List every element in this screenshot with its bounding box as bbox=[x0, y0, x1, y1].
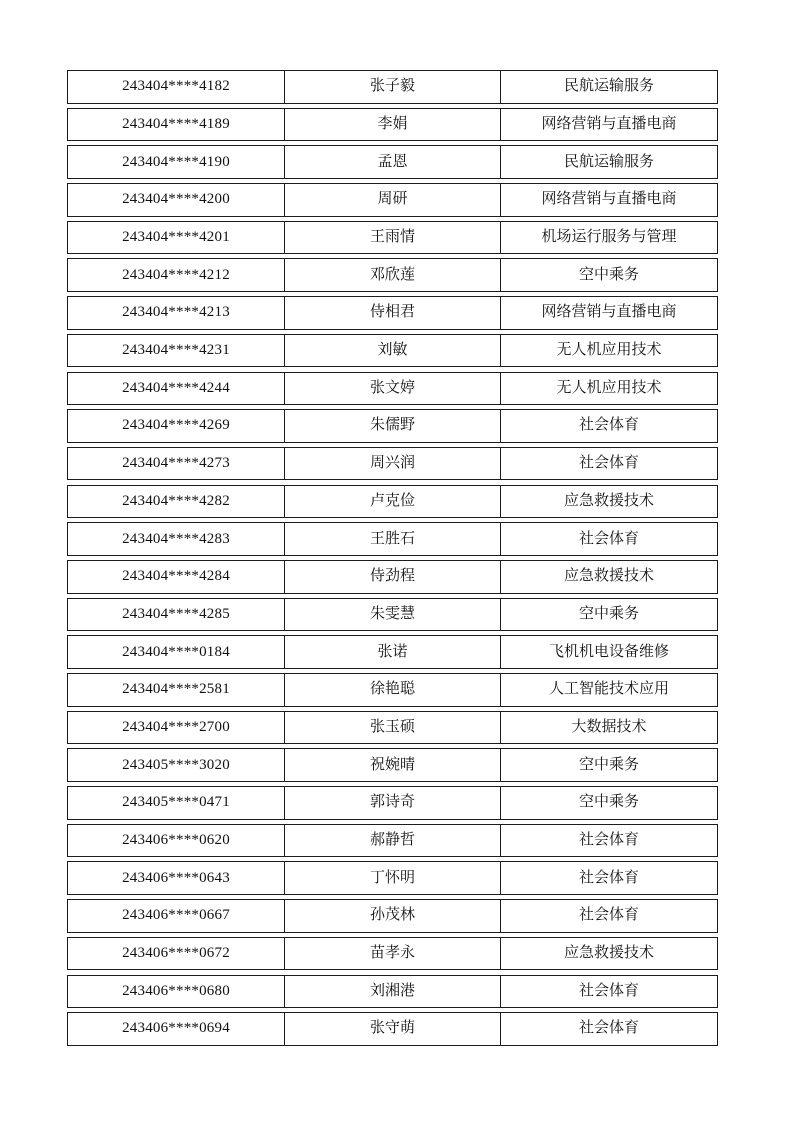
table-row bbox=[67, 70, 718, 104]
candidate-id-cell: 243406****0694 bbox=[68, 1013, 285, 1045]
student-name-cell: 刘敏 bbox=[285, 335, 501, 367]
candidate-id-cell: 243404****4231 bbox=[68, 335, 285, 367]
major-cell: 社会体育 bbox=[578, 455, 639, 472]
candidate-id-cell: 243404****4189 bbox=[68, 109, 285, 141]
major-cell: 飞机机电设备维修 bbox=[548, 643, 669, 660]
student-name-cell: 周研 bbox=[285, 184, 501, 216]
table-row bbox=[67, 937, 718, 971]
table-row bbox=[67, 598, 718, 632]
student-name-cell: 朱儒野 bbox=[285, 410, 501, 442]
major-cell: 社会体育 bbox=[578, 982, 639, 999]
major-cell: 无人机应用技术 bbox=[556, 379, 662, 396]
table-row bbox=[67, 447, 718, 481]
major-cell: 空中乘务 bbox=[578, 756, 639, 773]
table-row bbox=[67, 372, 718, 406]
table-row bbox=[67, 635, 718, 669]
candidate-id-cell: 243406****0672 bbox=[68, 938, 285, 970]
candidate-id-cell: 243404****4283 bbox=[68, 523, 285, 555]
student-name-cell: 王雨情 bbox=[285, 222, 501, 254]
major-cell: 社会体育 bbox=[578, 907, 639, 924]
table-row bbox=[67, 786, 718, 820]
candidate-id-cell: 243404****4273 bbox=[68, 448, 285, 480]
major-cell: 无人机应用技术 bbox=[556, 342, 662, 359]
student-name-cell: 张守萌 bbox=[285, 1013, 501, 1045]
candidate-id-cell: 243404****4285 bbox=[68, 599, 285, 631]
major-cell: 民航运输服务 bbox=[563, 78, 654, 95]
student-name-cell: 郭诗奇 bbox=[285, 787, 501, 819]
table-row bbox=[67, 485, 718, 519]
candidate-id-cell: 243405****0471 bbox=[68, 787, 285, 819]
table-row bbox=[67, 183, 718, 217]
student-name-cell: 邓欣莲 bbox=[285, 259, 501, 291]
table-row bbox=[67, 221, 718, 255]
major-cell: 空中乘务 bbox=[578, 266, 639, 283]
candidate-id-cell: 243404****4201 bbox=[68, 222, 285, 254]
major-cell: 应急救援技术 bbox=[563, 492, 654, 509]
student-name-cell: 张玉硕 bbox=[285, 712, 501, 744]
student-name-cell: 王胜石 bbox=[285, 523, 501, 555]
major-cell: 网络营销与直播电商 bbox=[541, 304, 677, 321]
major-cell: 社会体育 bbox=[578, 1020, 639, 1037]
table-row bbox=[67, 560, 718, 594]
candidate-id-cell: 243404****4244 bbox=[68, 373, 285, 405]
student-name-cell: 张子毅 bbox=[285, 71, 501, 103]
major-cell: 民航运输服务 bbox=[563, 153, 654, 170]
candidate-id-cell: 243404****4200 bbox=[68, 184, 285, 216]
candidate-id-cell: 243406****0643 bbox=[68, 862, 285, 894]
student-name-cell: 朱雯慧 bbox=[285, 599, 501, 631]
student-name-cell: 张诺 bbox=[285, 636, 501, 668]
student-name-cell: 刘湘港 bbox=[285, 976, 501, 1008]
admission-table bbox=[67, 70, 718, 1046]
table-row bbox=[67, 673, 718, 707]
student-name-cell: 徐艳聪 bbox=[285, 674, 501, 706]
major-cell: 网络营销与直播电商 bbox=[541, 191, 677, 208]
candidate-id-cell: 243404****0184 bbox=[68, 636, 285, 668]
student-name-cell: 郝静哲 bbox=[285, 825, 501, 857]
candidate-id-cell: 243404****4190 bbox=[68, 146, 285, 178]
table-row bbox=[67, 824, 718, 858]
major-cell: 空中乘务 bbox=[578, 794, 639, 811]
candidate-id-cell: 243406****0667 bbox=[68, 900, 285, 932]
major-cell: 机场运行服务与管理 bbox=[541, 229, 677, 246]
candidate-id-cell: 243404****4212 bbox=[68, 259, 285, 291]
table-row bbox=[67, 899, 718, 933]
table-row bbox=[67, 522, 718, 556]
candidate-id-cell: 243406****0680 bbox=[68, 976, 285, 1008]
candidate-id-cell: 243404****4284 bbox=[68, 561, 285, 593]
table-row bbox=[67, 334, 718, 368]
candidate-id-cell: 243404****4282 bbox=[68, 486, 285, 518]
table-row bbox=[67, 409, 718, 443]
student-name-cell: 祝婉晴 bbox=[285, 749, 501, 781]
candidate-id-cell: 243404****2700 bbox=[68, 712, 285, 744]
candidate-id-cell: 243404****2581 bbox=[68, 674, 285, 706]
student-name-cell: 张文婷 bbox=[285, 373, 501, 405]
table-row bbox=[67, 258, 718, 292]
student-name-cell: 孟恩 bbox=[285, 146, 501, 178]
student-name-cell: 李娟 bbox=[285, 109, 501, 141]
student-name-cell: 孙茂林 bbox=[285, 900, 501, 932]
candidate-id-cell: 243405****3020 bbox=[68, 749, 285, 781]
student-name-cell: 丁怀明 bbox=[285, 862, 501, 894]
major-cell: 应急救援技术 bbox=[563, 568, 654, 585]
table-row bbox=[67, 145, 718, 179]
major-cell: 社会体育 bbox=[578, 869, 639, 886]
student-name-cell: 卢克俭 bbox=[285, 486, 501, 518]
major-cell: 社会体育 bbox=[578, 832, 639, 849]
major-cell: 社会体育 bbox=[578, 530, 639, 547]
major-cell: 网络营销与直播电商 bbox=[541, 115, 677, 132]
student-name-cell: 周兴润 bbox=[285, 448, 501, 480]
table-row bbox=[67, 975, 718, 1009]
major-cell: 人工智能技术应用 bbox=[548, 681, 669, 698]
table-row bbox=[67, 108, 718, 142]
candidate-id-cell: 243404****4213 bbox=[68, 297, 285, 329]
major-cell: 大数据技术 bbox=[571, 718, 647, 735]
student-name-cell: 侍相君 bbox=[285, 297, 501, 329]
major-cell: 社会体育 bbox=[578, 417, 639, 434]
candidate-id-cell: 243404****4182 bbox=[68, 71, 285, 103]
table-row bbox=[67, 1012, 718, 1046]
candidate-id-cell: 243406****0620 bbox=[68, 825, 285, 857]
candidate-id-cell: 243404****4269 bbox=[68, 410, 285, 442]
major-cell: 空中乘务 bbox=[578, 605, 639, 622]
table-row bbox=[67, 861, 718, 895]
table-row bbox=[67, 711, 718, 745]
table-row bbox=[67, 748, 718, 782]
major-cell: 应急救援技术 bbox=[563, 945, 654, 962]
student-name-cell: 侍劲程 bbox=[285, 561, 501, 593]
student-name-cell: 苗孝永 bbox=[285, 938, 501, 970]
table-row bbox=[67, 296, 718, 330]
